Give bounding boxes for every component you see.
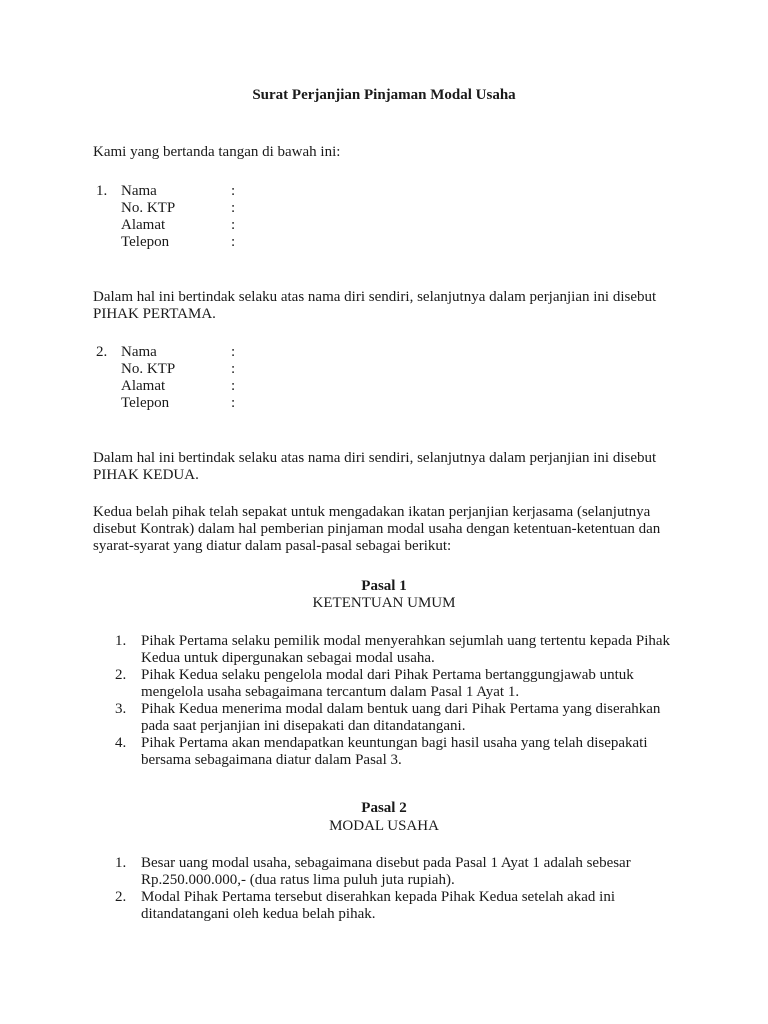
field-colon: : — [231, 378, 236, 394]
field-colon: : — [231, 200, 236, 216]
party2-number: 2. — [96, 344, 108, 360]
pasal1-title: KETENTUAN UMUM — [312, 595, 456, 611]
field-colon: : — [231, 217, 236, 233]
party2-field-telepon — [93, 395, 393, 412]
field-colon: : — [231, 395, 236, 411]
list-item: 1. Besar uang modal usaha, sebagaimana disebut pada Pasal 1 Ayat 1 adalah sebesar Rp.250.000.000,- (dua ratus lima puluh juta rupiah). — [115, 855, 631, 888]
list-item: 2. Modal Pihak Pertama tersebut diserahkan kepada Pihak Kedua setelah akad ini ditandatangani oleh kedua belah pihak. — [115, 889, 616, 922]
list-item: 2. Pihak Kedua selaku pengelola modal dari Pihak Pertama bertanggungjawab untuk mengelola usaha sebagaimana tercantum dalam Pasal 1 Ayat 1. — [115, 667, 634, 700]
party2-description: Dalam hal ini bertindak selaku atas nama diri sendiri, selanjutnya dalam perjanjian ini disebut PIHAK KEDUA. — [93, 450, 657, 483]
agreement-text: Kedua belah pihak telah sepakat untuk mengadakan ikatan perjanjian kerjasama (selanjutnya disebut Kontrak) dalam hal pemberian pinjaman modal usaha dengan ketentuan-ketentuan dan syarat-syarat yang diatur dalam pasal-pasal sebagai berikut: — [93, 504, 661, 554]
list-item: 4. Pihak Pertama akan mendapatkan keuntungan bagi hasil usaha yang telah disepakati bersama sebagaimana diatur dalam Pasal 3. — [115, 735, 648, 768]
party1-field-alamat — [93, 217, 393, 234]
party1-number: 1. — [96, 183, 108, 199]
field-colon: : — [231, 234, 236, 250]
list-item: 3. Pihak Kedua menerima modal dalam bentuk uang dari Pihak Pertama yang diserahkan pada saat perjanjian ini disepakati dan ditandatangani. — [115, 701, 661, 734]
pasal2-title: MODAL USAHA — [329, 818, 439, 834]
document-title: Surat Perjanjian Pinjaman Modal Usaha — [252, 87, 516, 103]
party1-field-ktp — [93, 200, 393, 217]
field-label: Nama — [121, 183, 157, 199]
field-label: No. KTP — [121, 200, 176, 216]
field-colon: : — [231, 183, 236, 199]
intro-text: Kami yang bertanda tangan di bawah ini: — [93, 144, 341, 160]
field-colon: : — [231, 344, 236, 360]
field-colon: : — [231, 361, 236, 377]
party2-field-ktp — [93, 361, 393, 378]
pasal2-number: Pasal 2 — [361, 800, 407, 816]
field-label: No. KTP — [121, 361, 176, 377]
field-label: Nama — [121, 344, 157, 360]
party1-field-nama — [93, 183, 393, 200]
field-label: Alamat — [121, 217, 166, 233]
field-label: Telepon — [121, 234, 170, 250]
field-label: Telepon — [121, 395, 170, 411]
field-label: Alamat — [121, 378, 166, 394]
list-item: 1. Pihak Pertama selaku pemilik modal menyerahkan sejumlah uang tertentu kepada Pihak Kedua untuk dipergunakan sebagai modal usaha. — [115, 633, 671, 666]
party1-field-telepon — [93, 234, 393, 251]
pasal1-number: Pasal 1 — [361, 578, 407, 594]
pasal2-list — [93, 855, 673, 923]
party2-field-nama — [93, 344, 393, 361]
party2-field-alamat — [93, 378, 393, 395]
pasal1-list — [93, 633, 673, 769]
party1-description: Dalam hal ini bertindak selaku atas nama diri sendiri, selanjutnya dalam perjanjian ini disebut PIHAK PERTAMA. — [93, 289, 657, 322]
